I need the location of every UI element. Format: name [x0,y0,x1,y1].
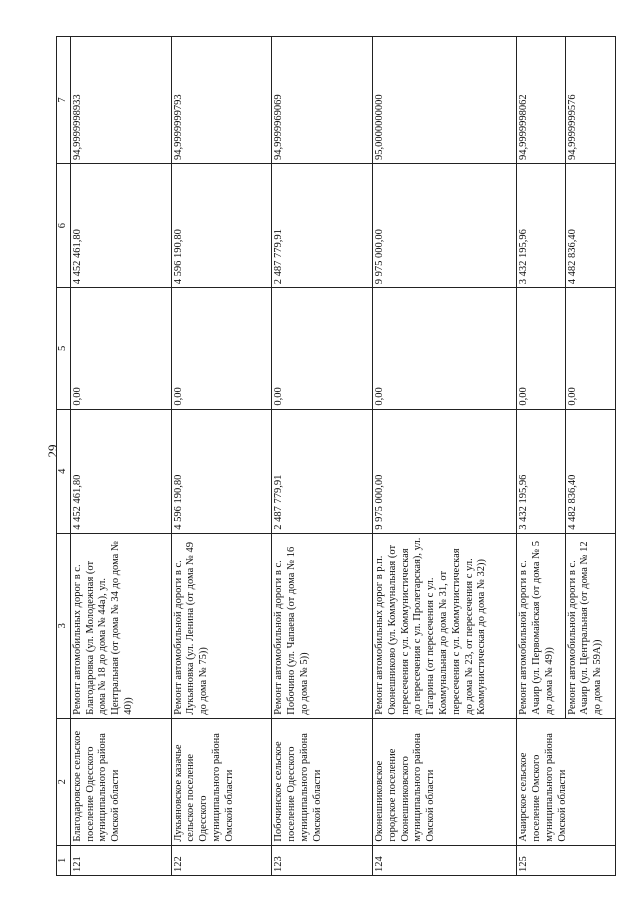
percent-cell: 94,9999969069 [272,37,373,164]
amount-cell-4: 9 975 000,00 [372,409,517,533]
header-cell-6: 6 [57,164,71,288]
header-cell-3: 3 [57,533,71,718]
amount-cell-6: 2 487 779,91 [272,164,373,288]
amount-cell-4: 2 487 779,91 [272,409,373,533]
amount-cell-6: 4 452 461,80 [70,164,171,288]
header-cell-5: 5 [57,288,71,409]
work-description-cell: Ремонт автомобильной дороги в с. Ачаир (ул. Первомайская (от дома № 5 до дома № 49)) [517,533,565,718]
amount-cell-6: 4 596 190,80 [171,164,272,288]
page-number: 29 [45,444,60,458]
work-description-cell: Ремонт автомобильных дорог в с. Благодаровка (ул. Молодежная (от дома № 18 до дома № 44а), ул. Центральная (от дома № 34 до дома № 40)) [70,533,171,718]
header-row [57,37,71,876]
header-cell-7: 7 [57,37,71,164]
amount-cell-5: 0,00 [171,288,272,409]
amount-cell-5: 0,00 [70,288,171,409]
amount-cell-6: 4 482 836,40 [565,164,615,288]
amount-cell-4: 4 482 836,40 [565,409,615,533]
amount-cell-6: 3 432 195,96 [517,164,565,288]
road-repair-table [56,36,616,876]
work-description-cell: Ремонт автомобильной дороги в с. Побочино (ул. Чапаева (от дома № 16 до дома № 5)) [272,533,373,718]
percent-cell: 94,9999998933 [70,37,171,164]
settlement-cell: Лукьяновское казачье сельское поселение Одесского муниципального района Омской области [171,718,272,845]
table-row [517,37,565,876]
row-number: 123 [272,845,373,875]
header-cell-1: 1 [57,845,71,875]
table-row [171,37,272,876]
work-description-cell: Ремонт автомобильных дорог в р.п. Оконешниково (ул. Коммунальная (от пересечения с ул. Коммунистическая до пересечения с ул. Пролетарская), ул. Гагарина (от пересечения с ул. Коммунальная до дома № 31, от пересечения с ул. Коммунистическая до дома № 23, от пересечения с ул. Коммунистическая до дома № 32)) [372,533,517,718]
amount-cell-4: 3 432 195,96 [517,409,565,533]
settlement-cell: Побочинское сельское поселение Одесского муниципального района Омской области [272,718,373,845]
row-number: 121 [70,845,171,875]
header-cell-2: 2 [57,718,71,845]
rotated-table-container [56,36,616,876]
amount-cell-4: 4 596 190,80 [171,409,272,533]
row-number: 124 [372,845,517,875]
amount-cell-5: 0,00 [565,288,615,409]
table-row [372,37,517,876]
amount-cell-5: 0,00 [272,288,373,409]
work-description-cell: Ремонт автомобильной дороги в с. Лукьяновка (ул. Ленина (от дома № 49 до дома № 75)) [171,533,272,718]
table-row [272,37,373,876]
row-number: 125 [517,845,616,875]
amount-cell-5: 0,00 [372,288,517,409]
amount-cell-5: 0,00 [517,288,565,409]
percent-cell: 94,9999998062 [517,37,565,164]
row-number: 122 [171,845,272,875]
percent-cell: 94,9999999576 [565,37,615,164]
percent-cell: 95,0000000000 [372,37,517,164]
settlement-cell: Оконешниковское городское поселение Оконешниковского муниципального района Омской области [372,718,517,845]
table-row [70,37,171,876]
header-cell-4: 4 [57,409,71,533]
settlement-cell: Благодаровское сельское поселение Одесского муниципального района Омской области [70,718,171,845]
amount-cell-6: 9 975 000,00 [372,164,517,288]
amount-cell-4: 4 452 461,80 [70,409,171,533]
work-description-cell: Ремонт автомобильной дороги в с. Ачаир (ул. Центральная (от дома № 12 до дома № 59А)) [565,533,615,718]
settlement-cell: Ачаирское сельское поселение Омского муниципального района Омской области [517,718,616,845]
percent-cell: 94,9999999793 [171,37,272,164]
